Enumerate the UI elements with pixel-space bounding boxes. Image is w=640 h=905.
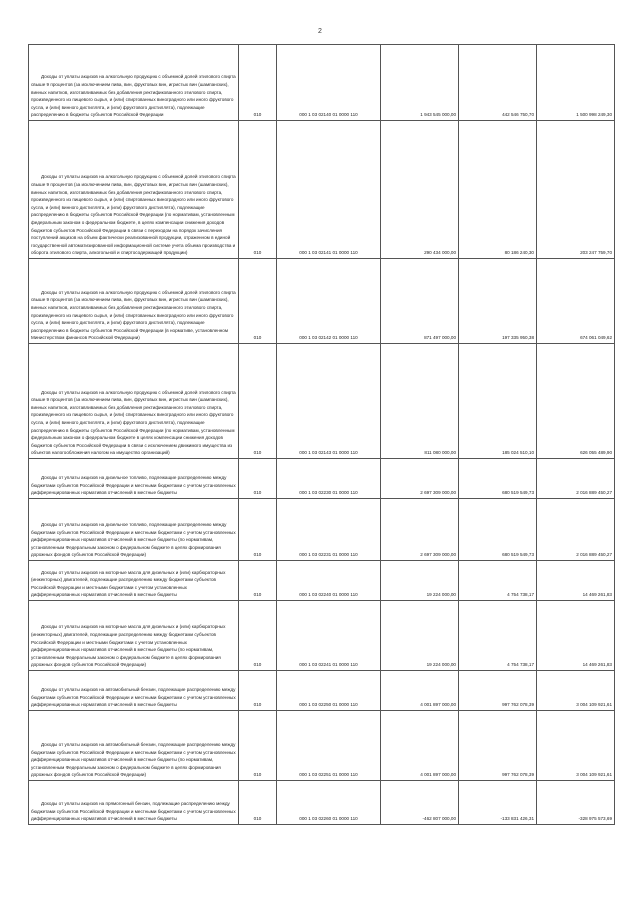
row-description-text: Доходы от уплаты акцизов на алкогольную продукцию с объемной долей этилового спирта свыше 9 процентов (за исключением пива, вин, фруктовых вин, игристых вин (шампанских), винных напитков, изготавливаемых без добавления ректификованного этилового спирта, произведенного из пищевого сырья, и (или) спиртованных виноградного или иного фруктового сусла, и (или) винного дистиллята, и (или) фруктового дистиллята), подлежащие распределению в бюджеты субъектов Российской Федерации (по нормативам, установленным федеральным законом о федеральном бюджете в целях компенсации снижения доходов бюджетов субъектов Российской Федерации в связи с исключением движимого имущества из объектов налогообложения налогом на имущество организаций) bbox=[31, 389, 236, 456]
row-remaining-amount: 14 469 261,83 bbox=[537, 561, 615, 601]
table-row bbox=[29, 344, 615, 459]
row-executed-amount: 680 519 549,73 bbox=[459, 459, 537, 499]
row-remaining-amount: 203 247 759,70 bbox=[537, 121, 615, 259]
table-row bbox=[29, 259, 615, 344]
row-description-text: Доходы от уплаты акцизов на алкогольную продукцию с объемной долей этилового спирта свыше 9 процентов (за исключением пива, вин, фруктовых вин, игристых вин (шампанских), винных напитков, изготавливаемых без добавления ректификованного этилового спирта, произведенного из пищевого сырья, и (или) спиртованных виноградного или иного фруктового сусла, и (или) винного дистиллята, и (или) фруктового дистиллята), подлежащие распределению в бюджеты субъектов Российской Федерации bbox=[31, 74, 236, 118]
row-description-text: Доходы от уплаты акцизов на алкогольную продукцию с объемной долей этилового спирта свыше 9 процентов (за исключением пива, вин, фруктовых вин, игристых вин (шампанских), винных напитков, изготавливаемых без добавления ректификованного этилового спирта, произведенного из пищевого сырья, и (или) спиртованных виноградного или иного фруктового сусла, и (или) винного дистиллята, и (или) фруктового дистиллята), подлежащие распределению в бюджеты субъектов Российской Федерации (по нормативам, установленным федеральным законом о федеральном бюджете, в целях компенсации снижения доходов бюджетов субъектов Российской Федерации в связи с переходом на порядок зачисления поступлений акцизов на объем фактически реализованной продукции, отраженном в единой государственной автоматизированной информационной системе учета объема производства и оборота этилового спирта, алкогольной и спиртосодержащей продукции) bbox=[31, 174, 236, 256]
row-description bbox=[29, 781, 239, 825]
row-approved-amount: 871 497 000,00 bbox=[381, 259, 459, 344]
row-description bbox=[29, 601, 239, 671]
row-remaining-amount: 14 469 261,83 bbox=[537, 601, 615, 671]
row-description-text: Доходы от уплаты акцизов на моторные масла для дизельных и (или) карбюраторных (инжекторных) двигателей, подлежащие распределению между бюджетами субъектов Российской Федерации и местными бюджетами с учетом установленных дифференцированных нормативов отчислений в местные бюджеты bbox=[31, 569, 226, 598]
row-budget-code: 000 1 03 02251 01 0000 110 bbox=[277, 711, 381, 781]
row-description bbox=[29, 344, 239, 459]
row-remaining-amount: 674 061 049,62 bbox=[537, 259, 615, 344]
row-description bbox=[29, 121, 239, 259]
row-line-code: 010 bbox=[239, 459, 277, 499]
row-description-text: Доходы от уплаты акцизов на алкогольную продукцию с объемной долей этилового спирта свыше 9 процентов (за исключением пива, вин, фруктовых вин, игристых вин (шампанских), винных напитков, изготавливаемых без добавления ректификованного этилового спирта, произведенного из пищевого сырья, и (или) спиртованных виноградного или иного фруктового сусла, и (или) винного дистиллята, и (или) фруктового дистиллята), подлежащие распределению в бюджеты субъектов Российской Федерации (в нормативе, установленном Министерством финансов Российской Федерации) bbox=[31, 289, 236, 341]
row-description-text: Доходы от уплаты акцизов на автомобильный бензин, подлежащие распределению между бюджетами субъектов Российской Федерации и местными бюджетами с учетом установленных дифференцированных нормативов отчислений в местные бюджеты (по нормативам, установленным Федеральным законом о федеральном бюджете в целях формирования дорожных фондов субъектов Российской Федерации) bbox=[31, 742, 236, 778]
row-approved-amount: 19 224 000,00 bbox=[381, 601, 459, 671]
row-approved-amount: 290 434 000,00 bbox=[381, 121, 459, 259]
row-remaining-amount: 626 055 489,90 bbox=[537, 344, 615, 459]
row-budget-code: 000 1 03 02231 01 0000 110 bbox=[277, 499, 381, 561]
row-executed-amount: 997 762 078,39 bbox=[459, 711, 537, 781]
row-description bbox=[29, 459, 239, 499]
row-budget-code: 000 1 03 02250 01 0000 110 bbox=[277, 671, 381, 711]
row-budget-code: 000 1 03 02230 01 0000 110 bbox=[277, 459, 381, 499]
row-description bbox=[29, 671, 239, 711]
table-row bbox=[29, 45, 615, 121]
row-budget-code: 000 1 03 02260 01 0000 110 bbox=[277, 781, 381, 825]
row-executed-amount: 185 024 510,10 bbox=[459, 344, 537, 459]
row-budget-code: 000 1 03 02241 01 0000 110 bbox=[277, 601, 381, 671]
row-remaining-amount: 3 004 109 921,61 bbox=[537, 671, 615, 711]
row-executed-amount: 442 546 750,70 bbox=[459, 45, 537, 121]
table-row bbox=[29, 781, 615, 825]
row-executed-amount: 997 762 078,39 bbox=[459, 671, 537, 711]
row-approved-amount: 19 224 000,00 bbox=[381, 561, 459, 601]
table-row bbox=[29, 121, 615, 259]
row-executed-amount: 197 335 950,38 bbox=[459, 259, 537, 344]
row-line-code: 010 bbox=[239, 344, 277, 459]
row-description-text: Доходы от уплаты акцизов на моторные масла для дизельных и (или) карбюраторных (инжекторных) двигателей, подлежащие распределению между бюджетами субъектов Российской Федерации и местными бюджетами с учетом установленных дифференцированных нормативов отчислений в местные бюджеты (по нормативам, установленным Федеральным законом о федеральном бюджете в целях формирования дорожных фондов субъектов Российской Федерации) bbox=[31, 624, 226, 668]
row-remaining-amount: -328 975 573,69 bbox=[537, 781, 615, 825]
row-budget-code: 000 1 03 02240 01 0000 110 bbox=[277, 561, 381, 601]
table-row bbox=[29, 601, 615, 671]
row-description bbox=[29, 45, 239, 121]
row-line-code: 010 bbox=[239, 499, 277, 561]
row-remaining-amount: 2 016 889 450,27 bbox=[537, 499, 615, 561]
table-row bbox=[29, 671, 615, 711]
row-remaining-amount: 2 016 889 450,27 bbox=[537, 459, 615, 499]
table-row bbox=[29, 711, 615, 781]
row-line-code: 010 bbox=[239, 45, 277, 121]
row-description-text: Доходы от уплаты акцизов на прямогонный бензин, подлежащие распределению между бюджетами субъектов Российской Федерации и местными бюджетами с учетом установленных дифференцированных нормативов отчислений в местные бюджеты bbox=[31, 801, 236, 822]
table-row bbox=[29, 459, 615, 499]
row-approved-amount: 811 080 000,00 bbox=[381, 344, 459, 459]
row-budget-code: 000 1 03 02141 01 0000 110 bbox=[277, 121, 381, 259]
row-executed-amount: 4 754 738,17 bbox=[459, 561, 537, 601]
row-line-code: 010 bbox=[239, 711, 277, 781]
row-description bbox=[29, 259, 239, 344]
row-approved-amount: 1 943 545 000,00 bbox=[381, 45, 459, 121]
row-remaining-amount: 1 500 998 249,30 bbox=[537, 45, 615, 121]
row-budget-code: 000 1 03 02140 01 0000 110 bbox=[277, 45, 381, 121]
row-executed-amount: 80 186 240,30 bbox=[459, 121, 537, 259]
row-line-code: 010 bbox=[239, 601, 277, 671]
row-approved-amount: 4 001 897 000,00 bbox=[381, 711, 459, 781]
table-row bbox=[29, 499, 615, 561]
row-description bbox=[29, 499, 239, 561]
row-budget-code: 000 1 03 02142 01 0000 110 bbox=[277, 259, 381, 344]
row-approved-amount: 2 697 309 000,00 bbox=[381, 499, 459, 561]
row-approved-amount: 4 001 897 000,00 bbox=[381, 671, 459, 711]
row-executed-amount: -133 831 426,31 bbox=[459, 781, 537, 825]
revenue-table bbox=[28, 44, 615, 825]
row-budget-code: 000 1 03 02143 01 0000 110 bbox=[277, 344, 381, 459]
row-approved-amount: 2 697 309 000,00 bbox=[381, 459, 459, 499]
row-description-text: Доходы от уплаты акцизов на дизельное топливо, подлежащие распределению между бюджетами субъектов Российской Федерации и местными бюджетами с учетом установленных дифференцированных нормативов отчислений в местные бюджеты bbox=[31, 475, 236, 496]
row-description bbox=[29, 711, 239, 781]
row-line-code: 010 bbox=[239, 121, 277, 259]
row-approved-amount: -462 807 000,00 bbox=[381, 781, 459, 825]
row-executed-amount: 4 754 738,17 bbox=[459, 601, 537, 671]
row-executed-amount: 680 519 549,73 bbox=[459, 499, 537, 561]
row-remaining-amount: 3 004 109 921,61 bbox=[537, 711, 615, 781]
row-line-code: 010 bbox=[239, 259, 277, 344]
row-description bbox=[29, 561, 239, 601]
row-line-code: 010 bbox=[239, 561, 277, 601]
page-number: 2 bbox=[318, 28, 322, 35]
row-line-code: 010 bbox=[239, 781, 277, 825]
row-line-code: 010 bbox=[239, 671, 277, 711]
table-body bbox=[29, 45, 615, 825]
row-description-text: Доходы от уплаты акцизов на дизельное топливо, подлежащие распределению между бюджетами субъектов Российской Федерации и местными бюджетами с учетом установленных дифференцированных нормативов отчислений в местные бюджеты (по нормативам, установленным Федеральным законом о федеральном бюджете в целях формирования дорожных фондов субъектов Российской Федерации) bbox=[31, 522, 236, 558]
row-description-text: Доходы от уплаты акцизов на автомобильный бензин, подлежащие распределению между бюджетами субъектов Российской Федерации и местными бюджетами с учетом установленных дифференцированных нормативов отчислений в местные бюджеты bbox=[31, 687, 236, 708]
table-row bbox=[29, 561, 615, 601]
